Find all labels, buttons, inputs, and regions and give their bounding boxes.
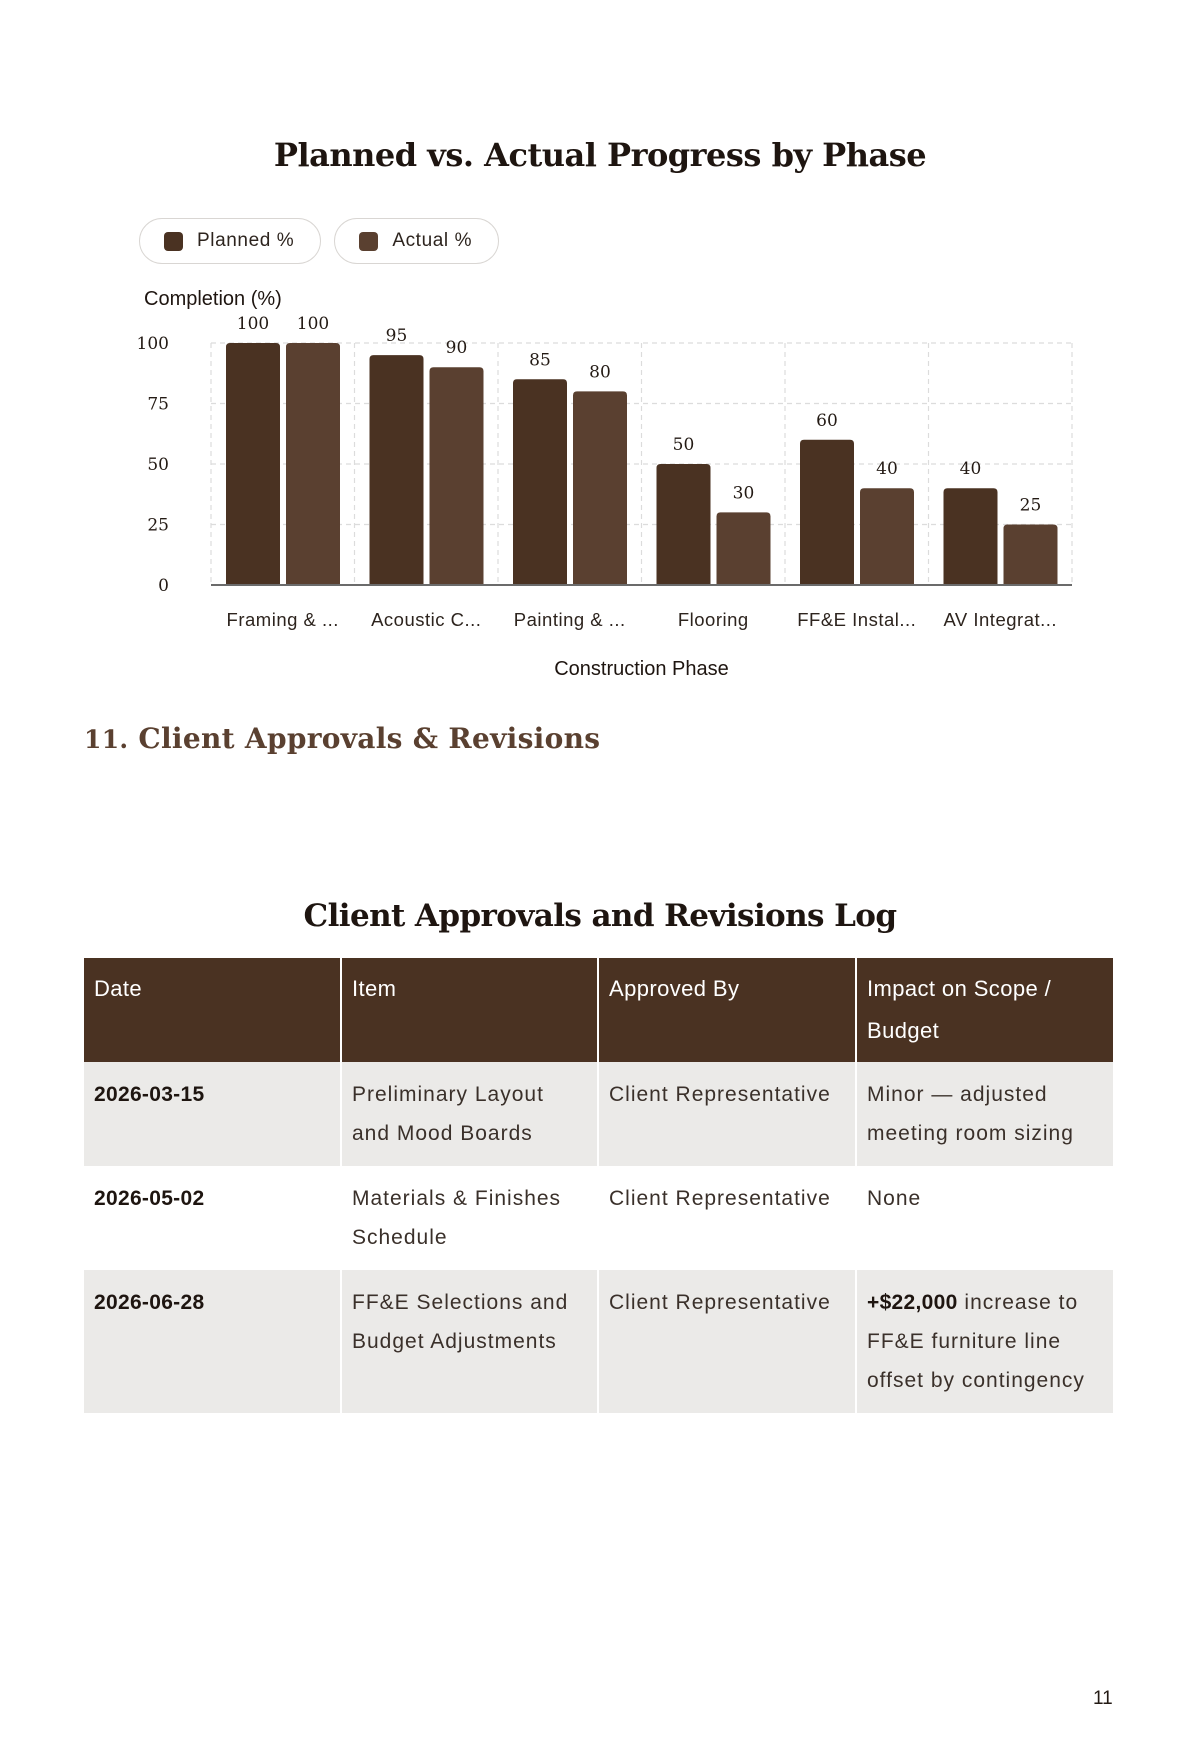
bar-actual (717, 512, 771, 585)
cell-impact: Minor — adjusted meeting room sizing (856, 1062, 1113, 1166)
y-tick-label: 50 (147, 455, 169, 475)
bar-actual (573, 391, 627, 585)
chart-title: Planned vs. Actual Progress by Phase (273, 136, 927, 174)
cell-approved-by: Client Representative (598, 1062, 856, 1166)
legend-label-actual: Actual % (392, 230, 473, 251)
bar-planned (657, 464, 711, 585)
impact-amount: +$22,000 (867, 1291, 958, 1314)
cell-item: FF&E Selections and Budget Adjustments (341, 1270, 598, 1413)
x-tick-label: Flooring (677, 609, 749, 630)
bar-actual (1004, 525, 1058, 586)
section-heading (84, 722, 600, 755)
data-label: 30 (732, 483, 755, 504)
bar-planned (513, 379, 567, 585)
data-label: 80 (589, 362, 611, 383)
x-axis-label: Construction Phase (554, 658, 729, 680)
y-tick-label: 100 (136, 334, 169, 354)
x-tick-label: AV Integrat... (943, 609, 1058, 630)
cell-item: Preliminary Layout and Mood Boards (341, 1062, 598, 1166)
bar-actual (286, 343, 340, 585)
cell-date: 2026-06-28 (84, 1270, 341, 1413)
data-label: 90 (445, 338, 468, 359)
bar-planned (370, 355, 424, 585)
bar-planned (226, 343, 280, 585)
data-label: 40 (959, 459, 982, 480)
x-tick-label: Acoustic C... (371, 609, 482, 630)
header-date: Date (84, 958, 341, 1062)
bar-actual (430, 367, 484, 585)
data-label: 100 (236, 314, 270, 334)
table-row (84, 1062, 1113, 1166)
data-label: 95 (385, 326, 408, 347)
data-label: 25 (1019, 495, 1042, 516)
cell-date: 2026-03-15 (84, 1062, 341, 1166)
bar-actual (860, 488, 914, 585)
impact-text: increase to FF&E furniture line offset by contingency (867, 1291, 1085, 1392)
x-tick-label: Framing & ... (226, 609, 339, 630)
cell-impact (856, 1270, 1113, 1413)
data-label: 40 (876, 459, 898, 480)
page-number: 11 (1093, 1688, 1113, 1709)
legend-label-planned: Planned % (197, 230, 295, 251)
section-number: 11. (84, 725, 129, 754)
data-label: 60 (816, 410, 838, 431)
cell-item: Materials & Finishes Schedule (341, 1166, 598, 1270)
progress-bar-chart (0, 0, 1200, 700)
table-row (84, 1270, 1113, 1413)
header-impact: Impact on Scope / Budget (856, 958, 1113, 1062)
table-title: Client Approvals and Revisions Log (303, 898, 897, 934)
section-title: Client Approvals & Revisions (138, 722, 601, 755)
data-label: 85 (529, 350, 551, 371)
approvals-log-table (84, 958, 1113, 1413)
cell-approved-by: Client Representative (598, 1270, 856, 1413)
header-item: Item (341, 958, 598, 1062)
cell-impact: None (867, 1187, 922, 1210)
data-label: 100 (296, 314, 330, 334)
y-tick-label: 0 (158, 576, 169, 596)
x-tick-label: FF&E Instal... (797, 609, 917, 630)
table-header-row (84, 958, 1113, 1062)
y-tick-label: 25 (147, 515, 169, 536)
data-label: 50 (672, 435, 695, 455)
cell-approved-by: Client Representative (598, 1166, 856, 1270)
table-row (84, 1166, 1113, 1270)
bar-planned (800, 440, 854, 585)
cell-date: 2026-05-02 (84, 1166, 341, 1270)
x-tick-label: Painting & ... (513, 609, 626, 630)
y-tick-label: 75 (147, 394, 169, 415)
bar-planned (944, 488, 998, 585)
header-approved-by: Approved By (598, 958, 856, 1062)
y-axis-label: Completion (%) (144, 288, 282, 310)
